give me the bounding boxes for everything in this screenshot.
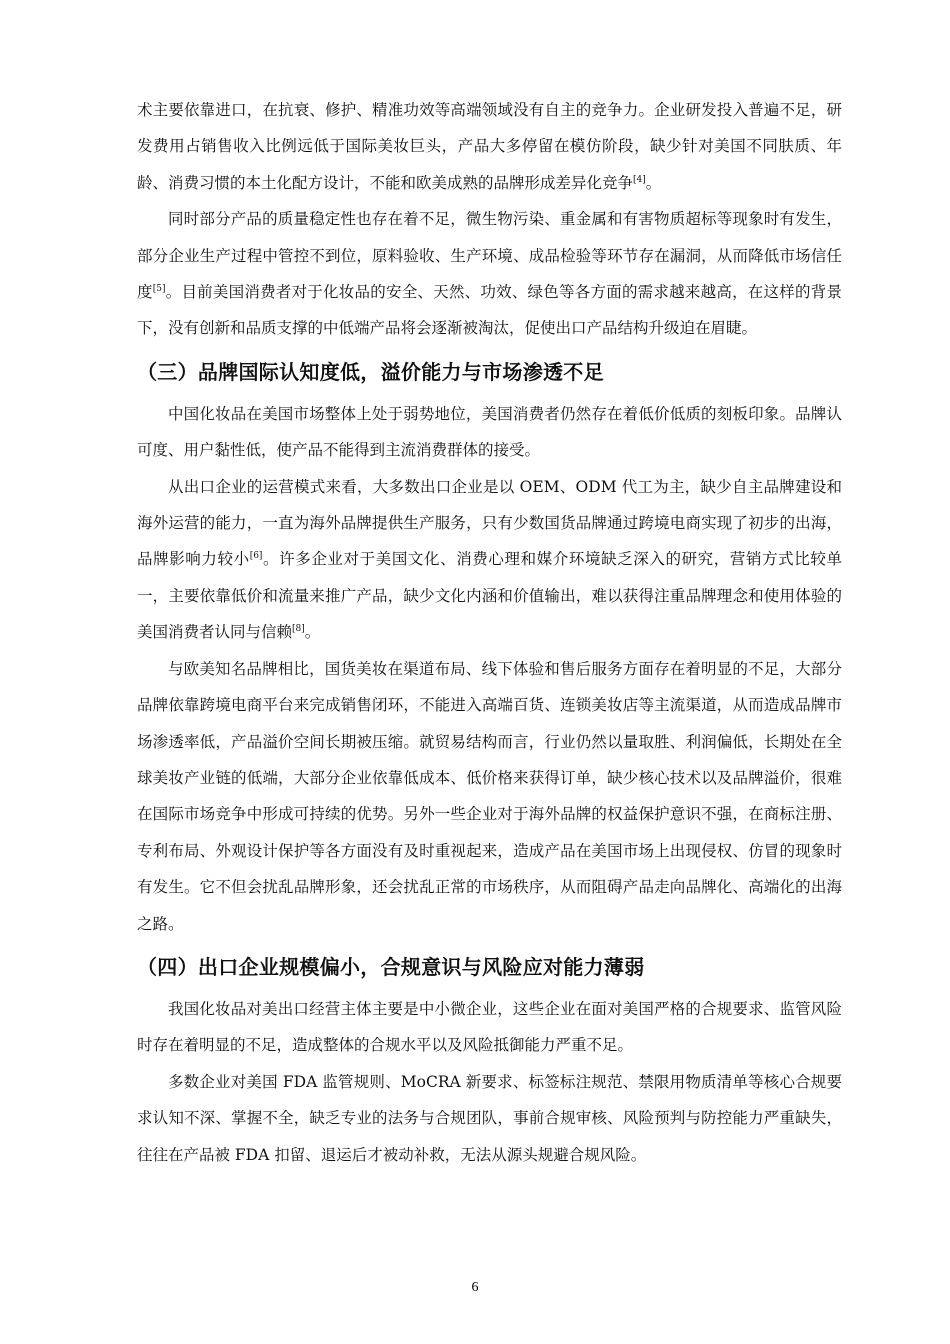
section-heading-4: （四）出口企业规模偏小，合规意识与风险应对能力薄弱 xyxy=(137,954,645,979)
section-heading-3: （三）品牌国际认知度低，溢价能力与市场渗透不足 xyxy=(137,359,604,384)
page-number: 6 xyxy=(471,1280,479,1295)
page-body xyxy=(137,92,842,1173)
paragraph-1: 术主要依靠进口，在抗衰、修护、精准功效等高端领域没有自主的竞争力。企业研发投入普遍不足，研发费用占销售收入比例远低于国际美妆巨头，产品大多停留在模仿阶段，缺少针对美国不同肤质、年龄、消费习惯的本土化配方设计，不能和欧美成熟的品牌形成差异化竞争[4]。 xyxy=(137,101,842,192)
paragraph-6: 我国化妆品对美出口经营主体主要是中小微企业，这些企业在面对美国严格的合规要求、监管风险时存在着明显的不足，造成整体的合规水平以及风险抵御能力严重不足。 xyxy=(137,999,842,1055)
paragraph-5: 与欧美知名品牌相比，国货美妆在渠道布局、线下体验和售后服务方面存在着明显的不足，大部分品牌依靠跨境电商平台来完成销售闭环，不能进入高端百货、连锁美妆店等主流渠道，从而造成品牌市场渗透率低，产品溢价空间长期被压缩。就贸易结构而言，行业仍然以量取胜、利润偏低，长期处在全球美妆产业链的低端，大部分企业依靠低成本、低价格来获得订单，缺少核心技术以及品牌溢价，很难在国际市场竞争中形成可持续的优势。另外一些企业对于海外品牌的权益保护意识不强，在商标注册、专利布局、外观设计保护等各方面没有及时重视起来，造成产品在美国市场上出现侵权、仿冒的现象时有发生。它不但会扰乱品牌形象，还会扰乱正常的市场秩序，从而阻碍产品走向品牌化、高端化的出海之路。 xyxy=(137,659,842,933)
citation: [5] xyxy=(152,283,166,294)
paragraph-4: 从出口企业的运营模式来看，大多数出口企业是以 OEM、ODM 代工为主，缺少自主品牌建设和海外运营的能力，一直为海外品牌提供生产服务，只有少数国货品牌通过跨境电商实现了初步的出海，品牌影响力较小[6]。许多企业对于美国文化、消费心理和媒介环境缺乏深入的研究，营销方式比较单一，主要依靠低价和流量来推广产品，缺少文化内涵和价值输出，难以获得注重品牌理念和使用体验的美国消费者认同与信赖[8]。 xyxy=(137,477,842,642)
citation: [8] xyxy=(292,624,305,635)
paragraph-2: 同时部分产品的质量稳定性也存在着不足，微生物污染、重金属和有害物质超标等现象时有发生，部分企业生产过程中管控不到位，原料验收、生产环境、成品检验等环节存在漏洞，从而降低市场信任度[5]。目前美国消费者对于化妆品的安全、天然、功效、绿色等各方面的需求越来越高，在这样的背景下，没有创新和品质支撑的中低端产品将会逐渐被淘汰，促使出口产品结构升级迫在眉睫。 xyxy=(137,210,842,338)
citation: [6] xyxy=(249,551,263,562)
citation: [4] xyxy=(633,174,646,185)
paragraph-7: 多数企业对美国 FDA 监管规则、MoCRA 新要求、标签标注规范、禁限用物质清单等核心合规要求认知不深、掌握不全，缺乏专业的法务与合规团队，事前合规审核、风险预判与防控能力严重缺失，往往在产品被 FDA 扣留、退运后才被动补救，无法从源头规避合规风险。 xyxy=(137,1072,842,1164)
paragraph-3: 中国化妆品在美国市场整体上处于弱势地位，美国消费者仍然存在着低价低质的刻板印象。品牌认可度、用户黏性低，使产品不能得到主流消费群体的接受。 xyxy=(137,404,842,460)
